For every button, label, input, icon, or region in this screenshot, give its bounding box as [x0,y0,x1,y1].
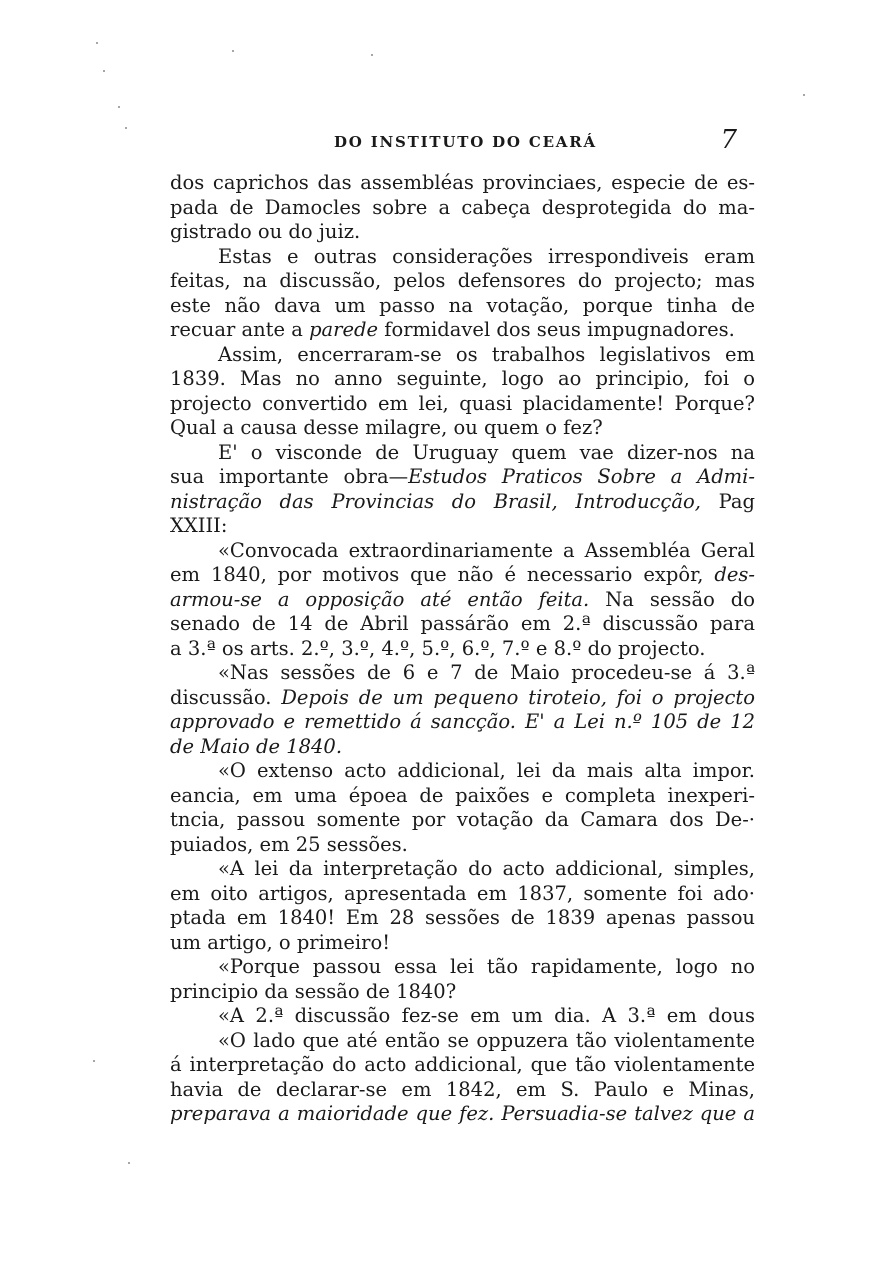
italic-text: parede [309,318,379,341]
text-line [170,955,755,980]
text-segment: Pag [700,489,755,513]
text-segment: tncia, passou somente por votação da Camara dos De-· [170,808,755,831]
text-line [170,367,755,392]
text-segment: «O lado que até então se oppuzera tão violentamente [218,1028,755,1052]
text-segment: «Porque passou essa lei tão rapidamente, logo no [218,955,755,978]
text-line [170,808,755,833]
text-line [170,563,755,588]
text-segment: Assim, encerraram-se os trabalhos legislativos em [218,342,755,366]
text-line [170,441,755,466]
italic-text: Depois de um pequeno tiroteio, foi o projecto [281,685,755,709]
text-segment: Qual a causa desse milagre, ou quem o fez? [170,416,603,439]
text-segment: E' o visconde de Uruguay quem vae dizer-nos na [218,440,755,464]
scan-speck [125,127,127,129]
text-segment: XXIII: [170,514,228,537]
text-line [170,171,755,196]
text-line [170,1078,755,1103]
text-line [170,1053,755,1078]
text-segment: em 1840, por motivos que não é necessario expôr, [170,563,715,586]
text-line [170,980,755,1005]
text-line [170,735,755,760]
text-segment: sua importante obra— [170,465,409,488]
text-line [170,882,755,907]
text-line [170,465,755,490]
scan-speck [118,106,120,108]
text-segment: pada de Damocles sobre a cabeça desprotegida do ma- [170,195,755,219]
text-line [170,857,755,882]
text-segment: este não dava um passo na votação, porque tinha de [170,293,755,317]
text-line [170,416,755,441]
italic-text: des- [714,563,755,586]
text-line [170,833,755,858]
text-segment: ptada em 1840! Em 28 sessões de 1839 apenas passou [170,906,755,929]
text-line [170,1102,755,1127]
text-segment: havia de declarar-se em 1842, em S. Paulo e Minas, [170,1077,755,1101]
text-line [170,220,755,245]
page-number: 7 [720,125,737,155]
text-line [170,588,755,613]
scan-speck [128,1162,130,1164]
text-segment: «A lei da interpretação do acto addicional, simples, [218,857,755,880]
text-segment: eancia, em uma époea de paixões e completa inexperi- [170,783,755,807]
scan-speck [371,54,373,56]
text-segment: formidavel dos seus impugnadores. [378,318,735,341]
scan-speck [96,42,98,44]
text-segment: Na sessão do [589,587,755,611]
text-line [170,1029,755,1054]
running-title: DO INSTITUTO DO CEARÁ [334,133,597,151]
text-segment: principio da sessão de 1840? [170,979,457,1003]
scan-speck [232,50,234,52]
text-segment: um artigo, o primeiro! [170,930,391,954]
text-line [170,612,755,637]
text-segment: feitas, na discussão, pelos defensores do projecto; mas [170,269,755,292]
text-line [170,906,755,931]
body-text [170,171,755,1127]
italic-text: approvado e remettido á sancção. E' a Lei n.º 105 de 12 [170,710,755,733]
text-segment: discussão. [170,685,282,709]
text-line [170,637,755,662]
text-line [170,343,755,368]
text-segment: projecto convertido em lei, quasi placidamente! Porque? [170,391,755,415]
italic-text: Estudos Praticos Sobre a Admi- [408,465,755,488]
text-segment: «O extenso acto addicional, lei da mais alta impor. [218,759,755,782]
text-segment: Estas e outras considerações irrespondiveis eram [218,244,755,268]
text-line [170,269,755,294]
text-line [170,1004,755,1029]
text-line [170,759,755,784]
text-segment: «Nas sessões de 6 e 7 de Maio procedeu-se á 3.ª [218,661,755,684]
text-segment: recuar ante a [170,318,310,341]
scan-speck [803,94,805,96]
text-segment: á interpretação do acto addicional, que tão violentamente [170,1053,755,1076]
text-segment: «Convocada extraordinariamente a Assembléa Geral [218,538,755,562]
text-line [170,514,755,539]
text-segment: a 3.ª os arts. 2.º, 3.º, 4.º, 5.º, 6.º, 7.º e 8.º do projecto. [170,636,706,660]
italic-text: nistração das Provincias do Brasil, Introducção, [170,489,701,513]
text-line [170,318,755,343]
text-segment: puiados, em 25 sessões. [170,832,408,856]
text-segment: «A 2.ª discussão fez-se em um dia. A 3.ª em dous [218,1004,755,1027]
text-segment: 1839. Mas no anno seguinte, logo ao principio, foi o [170,367,755,390]
italic-text: preparava a maioridade que fez. Persuadia-se talvez que a [170,1102,755,1125]
scan-speck [93,1060,95,1062]
italic-text: de Maio de 1840. [170,734,343,758]
italic-text: armou-se a opposição até então feita. [170,587,590,611]
page-header [170,125,755,155]
scan-speck [103,70,105,72]
text-line [170,784,755,809]
text-line [170,294,755,319]
text-segment: dos caprichos das assembléas provinciaes, especie de es- [170,171,755,194]
text-line [170,661,755,686]
text-line [170,196,755,221]
text-line [170,686,755,711]
text-line [170,710,755,735]
text-line [170,245,755,270]
text-line [170,490,755,515]
text-segment: gistrado ou do juiz. [170,220,361,243]
text-line [170,392,755,417]
text-segment: senado de 14 de Abril passárão em 2.ª discussão para [170,612,755,635]
text-segment: em oito artigos, apresentada em 1837, somente foi ado· [170,881,755,905]
text-line [170,539,755,564]
text-line [170,931,755,956]
